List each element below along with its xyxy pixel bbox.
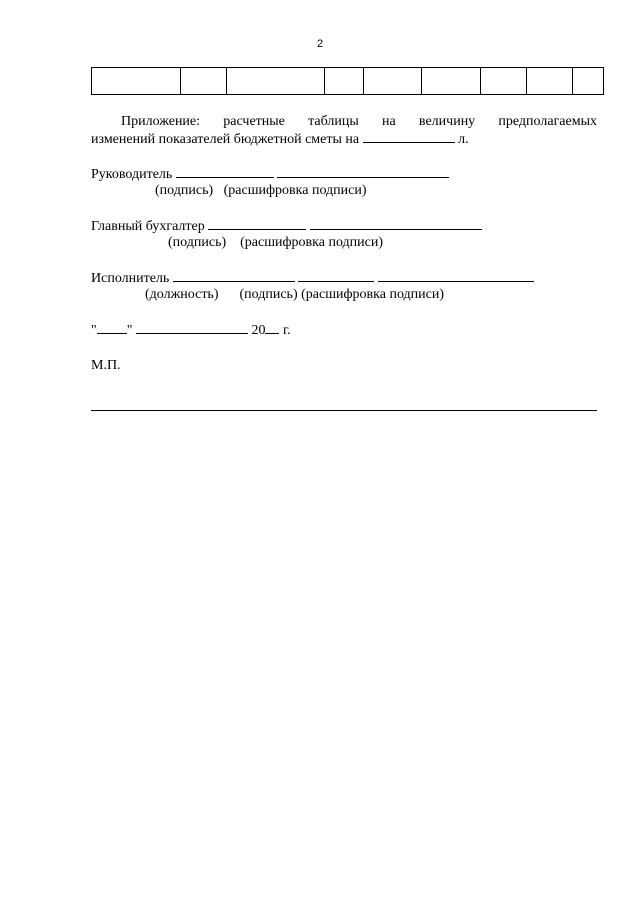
sheet-count-blank: [363, 130, 455, 143]
accountant-label: Главный бухгалтер: [91, 219, 205, 234]
head-decoding-blank: [277, 165, 449, 178]
date-quote-open: ": [91, 323, 97, 338]
date-year-prefix: 20: [251, 323, 266, 338]
table-row: [92, 68, 604, 95]
stamp-place: М.П.: [91, 358, 121, 373]
head-caption-signature: (подпись): [155, 183, 214, 198]
accountant-caption-signature: (подпись): [168, 235, 227, 250]
table-cell: [527, 68, 573, 95]
head-caption-decoding: (расшифровка подписи): [223, 183, 367, 198]
bottom-rule: [91, 410, 597, 411]
annex-prefix: изменений показателей бюджетной сметы на: [91, 132, 360, 147]
executor-captions: [145, 286, 444, 303]
date-line: [91, 321, 291, 339]
table-cell: [573, 68, 604, 95]
accountant-signature-blank: [208, 217, 306, 230]
head-signature-blank: [176, 165, 274, 178]
accountant-signature-line: [91, 217, 482, 235]
date-quote-close: ": [126, 323, 133, 338]
page-number: 2: [316, 38, 324, 50]
accountant-caption-decoding: (расшифровка подписи): [240, 235, 384, 250]
executor-caption-signature: (подпись): [239, 287, 298, 302]
executor-decoding-blank: [378, 269, 534, 282]
head-label: Руководитель: [91, 167, 173, 182]
executor-signature-line: [91, 269, 534, 287]
table-cell: [325, 68, 364, 95]
annex-suffix: л.: [458, 132, 469, 147]
head-captions: [155, 182, 367, 199]
head-signature-line: [91, 165, 449, 183]
executor-caption-position: (должность): [145, 287, 219, 302]
table-cell: [227, 68, 325, 95]
executor-signature-blank: [298, 269, 374, 282]
table-cell: [181, 68, 227, 95]
header-table: [91, 67, 604, 95]
table-cell: [92, 68, 181, 95]
date-year-suffix: г.: [282, 323, 291, 338]
table-cell: [422, 68, 481, 95]
table-cell: [364, 68, 422, 95]
annex-text-line2: [91, 130, 469, 148]
annex-text-line1: Приложение: расчетные таблицы на величину предполагаемых: [121, 114, 597, 129]
date-month-blank: [136, 321, 248, 334]
date-year-blank: [265, 321, 279, 334]
accountant-decoding-blank: [310, 217, 482, 230]
accountant-captions: [168, 234, 383, 251]
executor-position-blank: [173, 269, 295, 282]
executor-caption-decoding: (расшифровка подписи): [301, 287, 445, 302]
table-cell: [481, 68, 527, 95]
date-day-blank: [97, 321, 127, 334]
executor-label: Исполнитель: [91, 271, 170, 286]
